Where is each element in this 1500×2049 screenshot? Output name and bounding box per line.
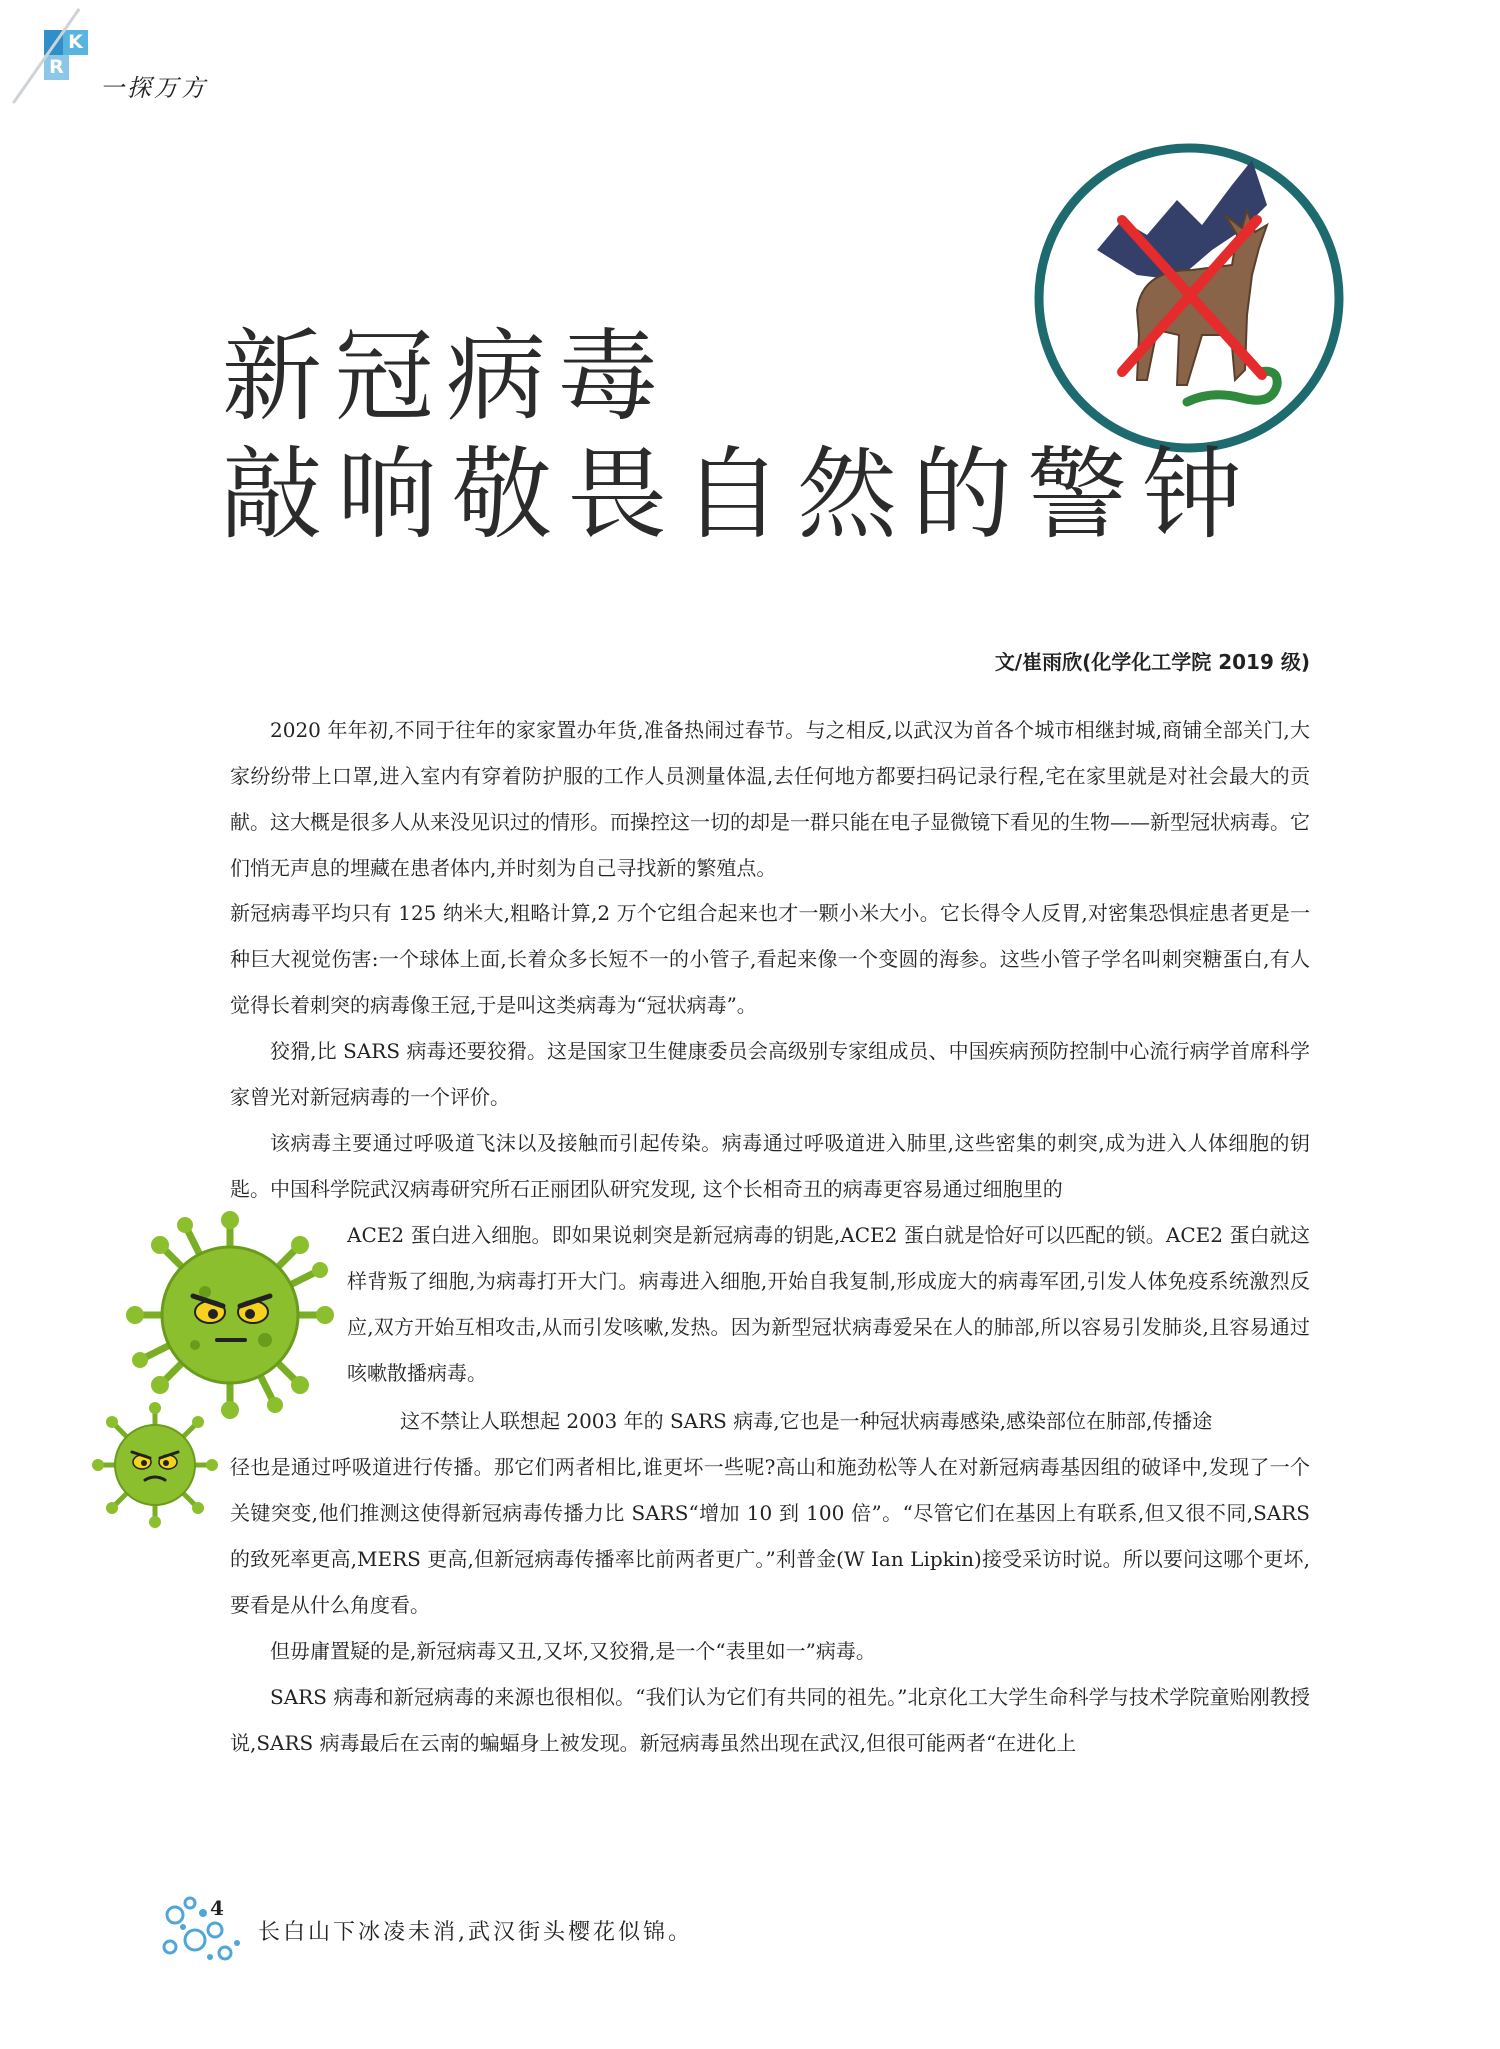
logo-letter-k: K: [63, 30, 88, 55]
title-line-1: 新冠病毒: [222, 318, 670, 435]
paragraph-2: 新冠病毒平均只有 125 纳米大,粗略计算,2 万个它组合起来也才一颗小米大小。它长得令人反胃,对密集恐惧症患者更是一种巨大视觉伤害:一个球体上面,长着众多长短不一的小管子,看起来像一个变圆的海参。这些小管子学名叫刺突糖蛋白,有人觉得长着刺突的病毒像王冠,于是叫这类病毒为“冠状病毒”。: [230, 901, 1310, 1017]
title-line-2: 敲响敬畏自然的警钟: [222, 436, 1257, 553]
paragraph-5-continued: 径也是通过呼吸道进行传播。那它们两者相比,谁更坏一些呢?高山和施劲松等人在对新冠病毒基因组的破译中,发现了一个关键突变,他们推测这使得新冠病毒传播力比 SARS“增加 10 到 100 倍”。“尽管它们在基因上有联系,但又很不同,SARS 的致死率更高,MERS 更高,但新冠病毒传播率比前两者更广。”利普金(W Ian Lipkin)接受采访时说。所以要问这哪个更坏,要看是从什么角度看。: [230, 1455, 1310, 1617]
footer-decoration-icon: [155, 1885, 250, 1965]
article-title: [222, 318, 1257, 554]
paragraph-6: 但毋庸置疑的是,新冠病毒又丑,又坏,又狡猾,是一个“表里如一”病毒。: [270, 1639, 876, 1663]
paragraph-3: 狡猾,比 SARS 病毒还要狡猾。这是国家卫生健康委员会高级别专家组成员、中国疾病预防控制中心流行病学首席科学家曾光对新冠病毒的一个评价。: [230, 1039, 1310, 1109]
virus-icon: [90, 1400, 220, 1530]
logo-letter-r: R: [44, 55, 69, 80]
paragraph-5: 这不禁让人联想起 2003 年的 SARS 病毒,它也是一种冠状病毒感染,感染部位在肺部,传播途: [400, 1409, 1213, 1433]
footer-quote: 长白山下冰凌未消,武汉街头樱花似锦。: [258, 1920, 693, 1945]
paragraph-4: 该病毒主要通过呼吸道飞沫以及接触而引起传染。病毒通过呼吸道进入肺里,这些密集的刺突,成为进入人体细胞的钥匙。中国科学院武汉病毒研究所石正丽团队研究发现, 这个长相奇丑的病毒更容易通过细胞里的: [230, 1131, 1310, 1201]
magazine-logo: [44, 30, 94, 80]
byline: 文/崔雨欣(化学化工学院 2019 级): [994, 650, 1310, 674]
page-number: 4: [210, 1896, 224, 1920]
paragraph-1: 2020 年年初,不同于往年的家家置办年货,准备热闹过春节。与之相反,以武汉为首各个城市相继封城,商铺全部关门,大家纷纷带上口罩,进入室内有穿着防护服的工作人员测量体温,去任何地方都要扫码记录行程,宅在家里就是对社会最大的贡献。这大概是很多人从来没见识过的情形。而操控这一切的却是一群只能在电子显微镜下看见的生物——新型冠状病毒。它们悄无声息的埋藏在患者体内,并时刻为自己寻找新的繁殖点。: [230, 718, 1310, 880]
section-label: 一探万方: [100, 74, 208, 102]
paragraph-4-continued: ACE2 蛋白进入细胞。即如果说刺突是新冠病毒的钥匙,ACE2 蛋白就是恰好可以匹配的锁。ACE2 蛋白就这样背叛了细胞,为病毒打开大门。病毒进入细胞,开始自我复制,形成庞大的病毒军团,引发人体免疫系统激烈反应,双方开始互相攻击,从而引发咳嗽,发热。因为新型冠状病毒爱呆在人的肺部,所以容易引发肺炎,且容易通过咳嗽散播病毒。: [347, 1223, 1310, 1385]
paragraph-7: SARS 病毒和新冠病毒的来源也很相似。“我们认为它们有共同的祖先。”北京化工大学生命科学与技术学院童贻刚教授说,SARS 病毒最后在云南的蝙蝠身上被发现。新冠病毒虽然出现在武汉,但很可能两者“在进化上: [230, 1685, 1310, 1755]
virus-icon: [125, 1210, 335, 1420]
